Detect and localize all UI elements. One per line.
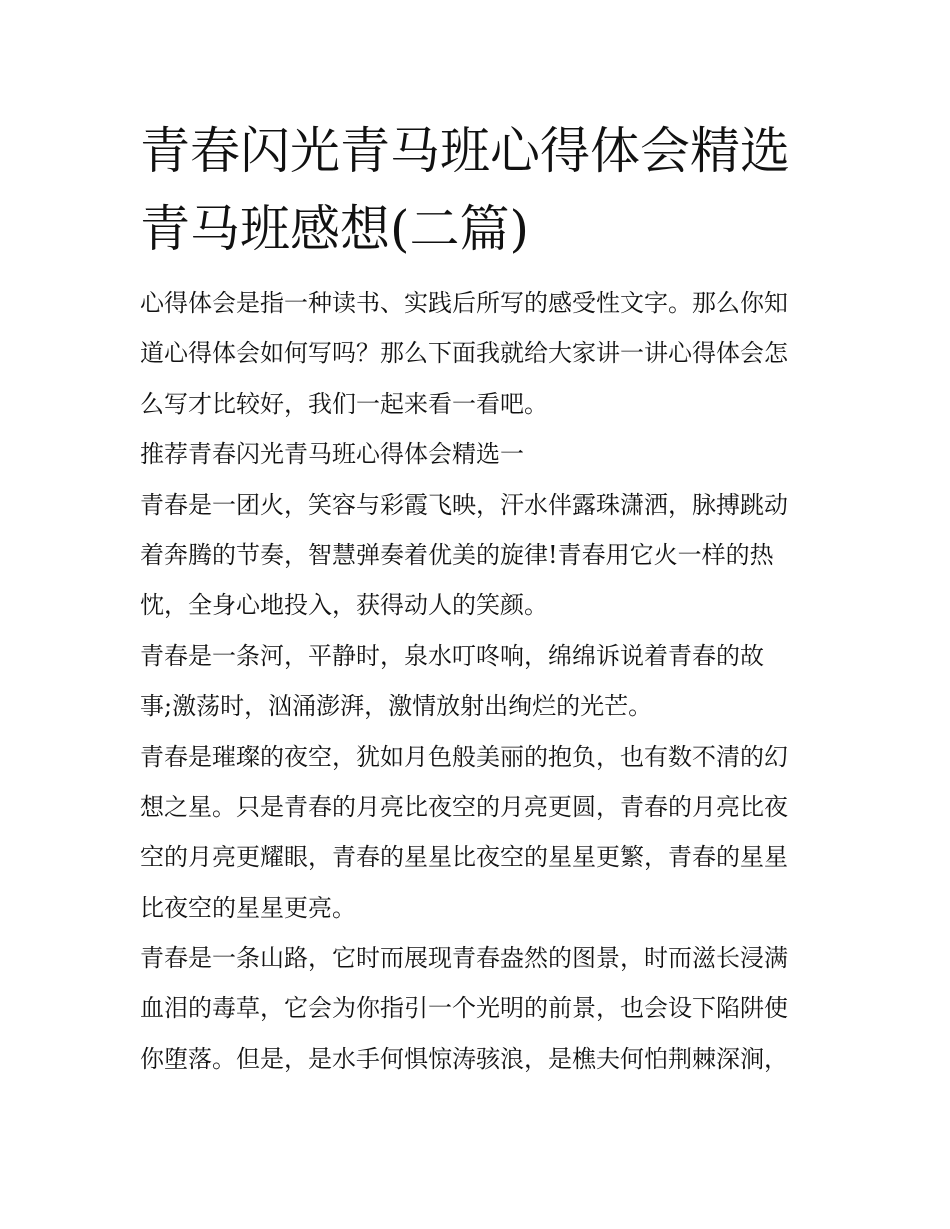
text-line: 你堕落。但是，是水手何惧惊涛骇浪，是樵夫何怕荆棘深涧， — [140, 1044, 788, 1073]
text-line: 空的月亮更耀眼，青春的星星比夜空的星星更繁，青春的星星 — [140, 843, 788, 872]
text-line: 血泪的毒草，它会为你指引一个光明的前景，也会设下陷阱使 — [140, 994, 788, 1023]
document-title — [140, 112, 830, 268]
text-line: 心得体会是指一种读书、实践后所写的感受性文字。那么你知 — [140, 289, 788, 317]
title-line-2: 青马班感想(二篇) — [140, 200, 530, 258]
text-line: 青春是一条山路，它时而展现青春盎然的图景，时而滋长浸满 — [140, 944, 788, 973]
paragraph-fire — [140, 480, 820, 631]
document-body — [140, 278, 820, 1084]
paragraph-mountain-road — [140, 933, 820, 1084]
text-line: 着奔腾的节奏，智慧弹奏着优美的旋律!青春用它火一样的热 — [140, 540, 774, 569]
title-line-1: 青春闪光青马班心得体会精选 — [140, 122, 790, 180]
text-line: 推荐青春闪光青马班心得体会精选一 — [140, 440, 524, 469]
text-line: 事;激荡时，汹涌澎湃，激情放射出绚烂的光芒。 — [140, 692, 653, 721]
text-line: 忱，全身心地投入，获得动人的笑颜。 — [140, 591, 548, 620]
paragraph-night-sky — [140, 732, 820, 934]
paragraph-river — [140, 631, 820, 732]
text-line: 青春是璀璨的夜空，犹如月色般美丽的抱负，也有数不清的幻 — [140, 742, 788, 771]
section-heading — [140, 429, 820, 479]
text-line: 道心得体会如何写吗？那么下面我就给大家讲一讲心得体会怎 — [140, 339, 788, 368]
text-line: 么写才比较好，我们一起来看一看吧。 — [140, 389, 548, 418]
text-line: 青春是一条河，平静时，泉水叮咚响，绵绵诉说着青春的故 — [140, 641, 764, 670]
text-line: 比夜空的星星更亮。 — [140, 893, 356, 922]
paragraph-intro — [140, 278, 820, 429]
text-line: 想之星。只是青春的月亮比夜空的月亮更圆，青春的月亮比夜 — [140, 792, 788, 821]
text-line: 青春是一团火，笑容与彩霞飞映，汗水伴露珠潇洒，脉搏跳动 — [140, 490, 788, 519]
